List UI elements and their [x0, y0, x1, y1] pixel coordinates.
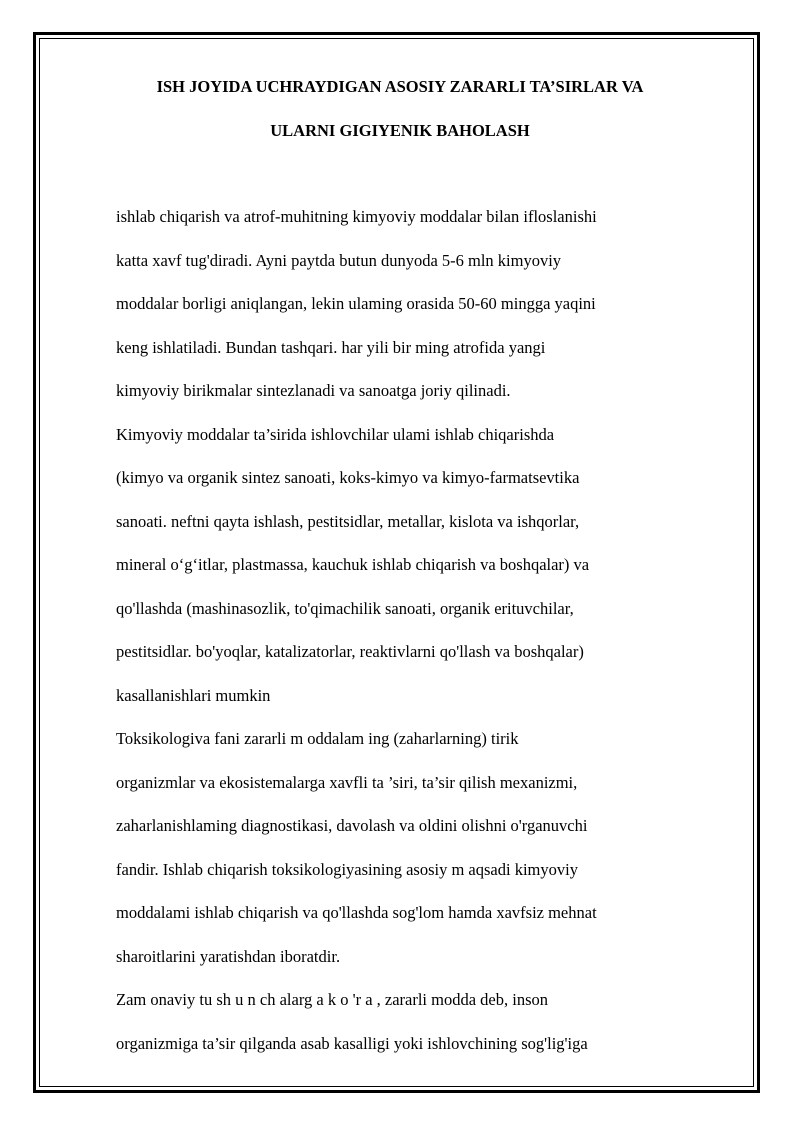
body-line: ishlab chiqarish va atrof-muhitning kimyoviy moddalar bilan ifloslanishi [116, 207, 597, 226]
body-line: mineral o‘g‘itlar, plastmassa, kauchuk ishlab chiqarish va boshqalar) va [116, 555, 590, 574]
body-line: Zam onaviy tu sh u n ch alarg a k o 'r a , zararli modda deb, inson [116, 990, 549, 1009]
body-line: kimyoviy birikmalar sintezlanadi va sanoatga joriy qilinadi. [116, 381, 511, 400]
body-line: katta xavf tug'diradi. Ayni paytda butun dunyoda 5-6 mln kimyoviy [116, 250, 562, 270]
body-line: Kimyoviy moddalar ta’sirida ishlovchilar ulami ishlab chiqarishda [116, 424, 555, 444]
body-line: qo'llashda (mashinasozlik, to'qimachilik sanoati, organik erituvchilar, [116, 598, 574, 618]
body-line: fandir. Ishlab chiqarish toksikologiyasining asosiy m aqsadi kimyoviy [116, 859, 578, 879]
body-line: keng ishlatiladi. Bundan tashqari. har yili bir ming atrofida yangi [116, 337, 546, 357]
body-line: sharoitlarini yaratishdan iboratdir. [116, 946, 341, 966]
body-line: organizmlar va ekosistemalarga xavfli ta ’siri, ta’sir qilish mexanizmi, [116, 772, 578, 792]
body-line: zaharlanishlaming diagnostikasi, davolash va oldini olishni o'rganuvchi [116, 816, 588, 835]
body-line: sanoati. neftni qayta ishlash, pestitsidlar, metallar, kislota va ishqorlar, [116, 511, 580, 531]
body-line: kasallanishlari mumkin [116, 685, 271, 705]
document-title-line-2: ULARNI GIGIYENIK BAHOLASH [270, 121, 530, 140]
body-line: organizmiga ta’sir qilganda asab kasalligi yoki ishlovchining sog'lig'iga [116, 1033, 588, 1053]
document-body [116, 203, 736, 1073]
document-title-line-1: ISH JOYIDA UCHRAYDIGAN ASOSIY ZARARLI TA’SIRLAR VA [156, 77, 644, 96]
body-line: (kimyo va organik sintez sanoati, koks-kimyo va kimyo-farmatsevtika [116, 468, 580, 487]
body-line: moddalami ishlab chiqarish va qo'llashda sog'lom hamda xavfsiz mehnat [116, 903, 597, 922]
body-line: moddalar borligi aniqlangan, lekin ulaming orasida 50-60 mingga yaqini [116, 294, 596, 313]
body-line: Toksikologiva fani zararli m oddalam ing (zaharlarning) tirik [116, 729, 519, 748]
body-line: pestitsidlar. bo'yoqlar, katalizatorlar, reaktivlarni qo'llash va boshqalar) [116, 642, 584, 661]
